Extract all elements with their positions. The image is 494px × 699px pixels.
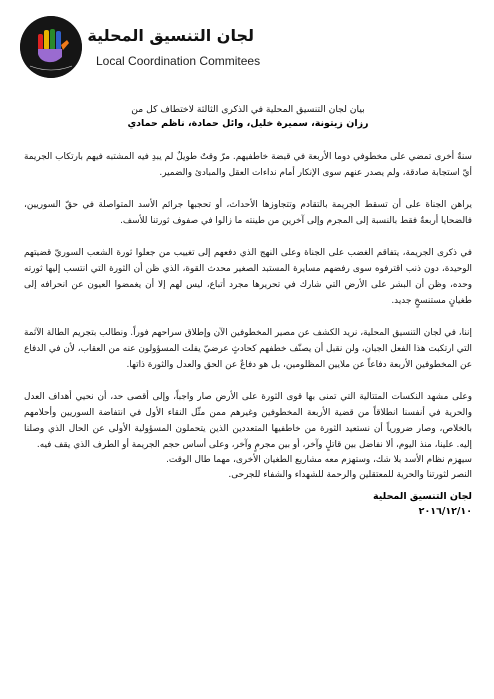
abductee-names: رزان زيتونة، سميرة خليل، وائل حمادة، ناظم حمادي: [127, 118, 369, 129]
statement-body: [24, 103, 472, 519]
statement-paragraph: وعلى مشهد النكسات المتتالية التي تمنى بها قوى الثورة على الأرض صار واجباً، وإلى أقصى حد، أن نحيي أهداف العدل والحرية في أنفسنا انطلاقاً من قضية الأربعة المخطوفين وغيرهم ممن مثّل النقاء الأول في انتفاضة السوريين وأحلامهم بالخلاص، وصار ضرورياً أن نستعيد الثورة من خاطفيها المتعددين الذين يتحملون المسؤولية الأولى عن الحال الذي وصلنا إليه. علينا، منذ اليوم، ألا نفاضل بين قاتلٍ وآخر، أو بين مجرمٍ وآخر، وعلى أساس حجم الجريمة أو الطرف الذي يقف فيه.: [24, 392, 472, 450]
statement-title: بيان لجان التنسيق المحلية في الذكرى الثالثة لاختطاف كل من: [131, 104, 365, 115]
letterhead: [20, 10, 480, 90]
signature: لجان التنسيق المحلية: [373, 491, 472, 502]
statement-paragraph: يراهن الجناة على أن تسقط الجريمة بالتقادم وتتجاوزها الأحداث، أو تحجبها جرائم الأسد المتواصلة في حقّ السوريين، فالضحايا أربعةٌ فقط بالنسبة إلى المجرم وإلى آخرين من طينته ما زالوا في صفوف ثورتنا للأسف.: [24, 200, 472, 226]
organization-name-arabic: لجان التنسيق المحلية: [87, 26, 254, 45]
closing-line: النصر لثورتنا والحرية للمعتقلين والرحمة للشهداء والشفاء للجرحى.: [228, 470, 472, 480]
statement-paragraph: سنةٌ أخرى تمضي على مخطوفي دوما الأربعة في قبضة خاطفيهم. مرّ وقتٌ طويلٌ لم يبدِ فيه المشتبه فيهم بارتكاب الجريمة أيّ استجابة صادقة، ولم يصدر عنهم سوى الإنكار أمام نداءات العقل والمبادئ والضمير.: [24, 152, 472, 178]
statement-date: ٢٠١٦/١٢/١٠: [418, 506, 472, 517]
statement-paragraph: في ذكرى الجريمة، يتفاقم الغضب على الجناة وعلى النهج الذي دفعهم إلى تغييب من جعلوا ثورة الشعب السوريّ قضيتهم الوحيدة، دون ذنب اقترفوه سوى رفضهم مسايرة المستبد الصغير محدث القوة، الذي ظن أن الثورة التي انتسب إليها ثورته وحده، وظن أن البشر على الأرض التي شارك في تحريرها مجرد أتباع، ليس لهم إلا أن يغمضوا العيون عن انحرافه إلى طغيانٍ مستنسخٍ جديد.: [24, 248, 472, 306]
closing-line: سيهزم نظام الأسد بلا شك، وستهزم معه مشاريع الطغيان الأخرى، مهما طال الوقت.: [166, 455, 472, 465]
lcc-hand-logo-icon: [20, 16, 82, 78]
organization-name-english: Local Coordination Commitees: [96, 54, 261, 68]
statement-paragraph: إننا، في لجان التنسيق المحلية، نريد الكشف عن مصير المخطوفين الآن وإطلاق سراحهم فوراً. ونطالب بتجريم الطالة الآثمة التي ارتكبت هذا الفعل الجبان، ولن نقبل أن يصنّف خطفهم كحادثٍ عرضيّ يفلت المسؤولون عنه من العقاب، لأن في الدفاع عن المخطوفين الأربعة دفاعاً عن ملايين المظلومين، بل هو دفاعٌ عن الحق والعدل والثورة ذاتها.: [24, 328, 472, 370]
